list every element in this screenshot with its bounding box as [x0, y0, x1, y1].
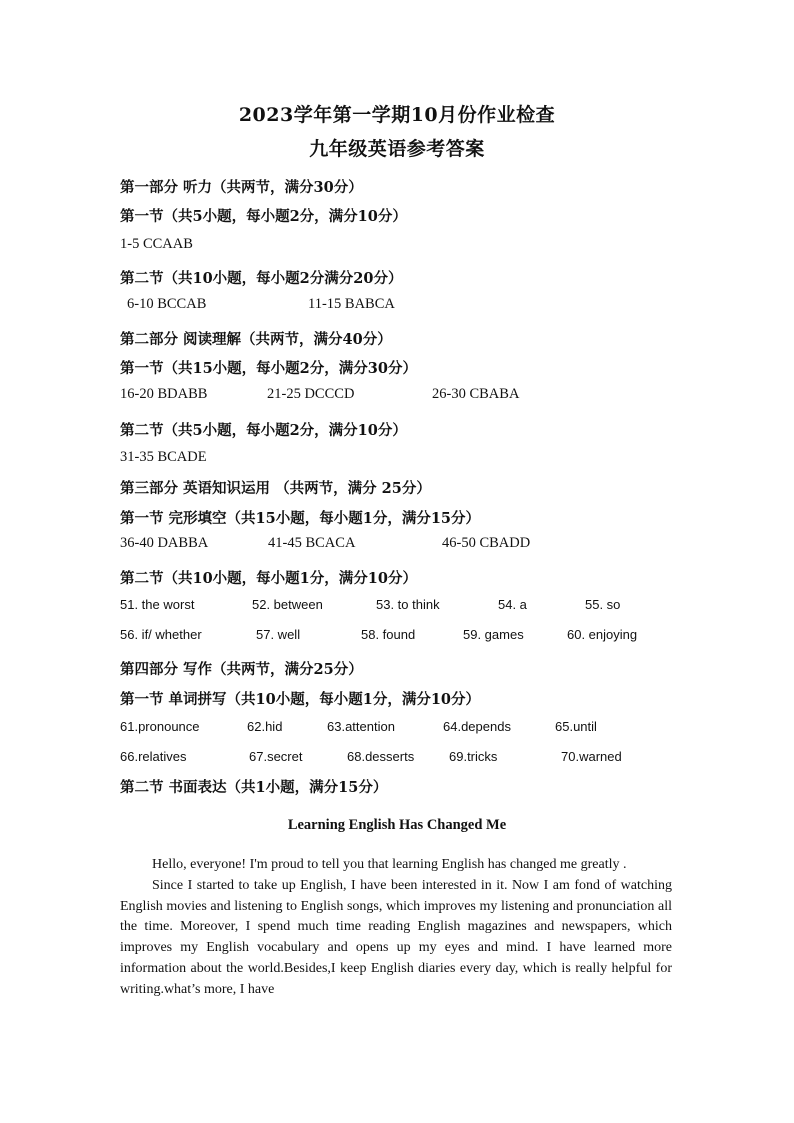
- spelling-answer: 64.depends: [443, 719, 511, 734]
- spelling-answer: 70.warned: [561, 749, 622, 764]
- answer-group: 1-5 CCAAB: [120, 236, 193, 252]
- answer-group: 6-10 BCCAB: [127, 296, 207, 312]
- spelling-answer: 68.desserts: [347, 749, 415, 764]
- fill-answer: 51. the worst: [120, 597, 195, 612]
- fill-answer: 59. games: [463, 627, 524, 642]
- fill-answer: 57. well: [256, 627, 301, 642]
- answer-group: 11-15 BABCA: [308, 296, 395, 312]
- document-title: 2023学年第一学期10月份作业检查: [238, 104, 556, 126]
- answer-group: 21-25 DCCCD: [267, 386, 355, 402]
- part2-section2-heading: 第二节（共5小题，每小题2分，满分10分）: [120, 422, 407, 439]
- essay-title: Learning English Has Changed Me: [287, 817, 507, 833]
- part2-heading: 第二部分 阅读理解（共两节，满分40分）: [120, 331, 392, 348]
- answer-group: 31-35 BCADE: [120, 449, 207, 465]
- spelling-answer: 63.attention: [327, 719, 395, 734]
- answer-group: 36-40 DABBA: [120, 535, 209, 551]
- fill-answer: 56. if/ whether: [120, 627, 202, 642]
- fill-answer: 53. to think: [376, 597, 440, 612]
- part3-heading: 第三部分 英语知识运用 （共两节，满分 25分）: [120, 480, 431, 497]
- fill-answer: 54. a: [498, 597, 527, 612]
- part1-section2-heading: 第二节（共10小题，每小题2分满分20分）: [120, 270, 403, 287]
- spelling-answer: 65.until: [555, 719, 597, 734]
- fill-answer: 52. between: [252, 597, 323, 612]
- document-subtitle: 九年级英语参考答案: [309, 138, 485, 160]
- part3-section1-heading: 第一节 完形填空（共15小题，每小题1分，满分15分）: [120, 510, 480, 527]
- part3-section2-heading: 第二节（共10小题，每小题1分，满分10分）: [120, 570, 417, 587]
- fill-answer: 58. found: [361, 627, 416, 642]
- part4-heading: 第四部分 写作（共两节，满分25分）: [120, 661, 363, 678]
- part4-section2-heading: 第二节 书面表达（共1小题，满分15分）: [120, 779, 388, 796]
- fill-answer: 60. enjoying: [567, 627, 638, 642]
- fill-answer: 55. so: [585, 597, 621, 612]
- answer-group: 46-50 CBADD: [442, 535, 531, 551]
- spelling-answer: 67.secret: [249, 749, 303, 764]
- spelling-answer: 66.relatives: [120, 749, 187, 764]
- part1-heading: 第一部分 听力（共两节，满分30分）: [120, 179, 363, 196]
- part2-section1-heading: 第一节（共15小题，每小题2分，满分30分）: [120, 360, 417, 377]
- essay-body: [120, 855, 672, 1001]
- essay-paragraph: Since I started to take up English, I have been interested in it. Now I am fond of watching English movies and listening to English songs, which improves my listening and pronunciation all the time. Moreover, I spend much time reading English magazines and newspapers, which improves my English vocabulary and opens up my eyes and mind. I have learned more information about the world.Besides,I keep English diaries every day, which is really helpful for writing.what’s more, I have: [120, 877, 672, 997]
- answer-group: 16-20 BDABB: [120, 386, 208, 402]
- answer-group: 26-30 CBABA: [432, 386, 520, 402]
- essay-paragraph: Hello, everyone! I'm proud to tell you that learning English has changed me greatly .: [152, 857, 627, 872]
- spelling-answer: 61.pronounce: [120, 719, 200, 734]
- part4-section1-heading: 第一节 单词拼写（共10小题，每小题1分，满分10分）: [120, 691, 480, 708]
- part1-section1-heading: 第一节（共5小题，每小题2分，满分10分）: [120, 208, 407, 225]
- answer-group: 41-45 BCACA: [268, 535, 356, 551]
- spelling-answer: 69.tricks: [449, 749, 498, 764]
- spelling-answer: 62.hid: [247, 719, 283, 734]
